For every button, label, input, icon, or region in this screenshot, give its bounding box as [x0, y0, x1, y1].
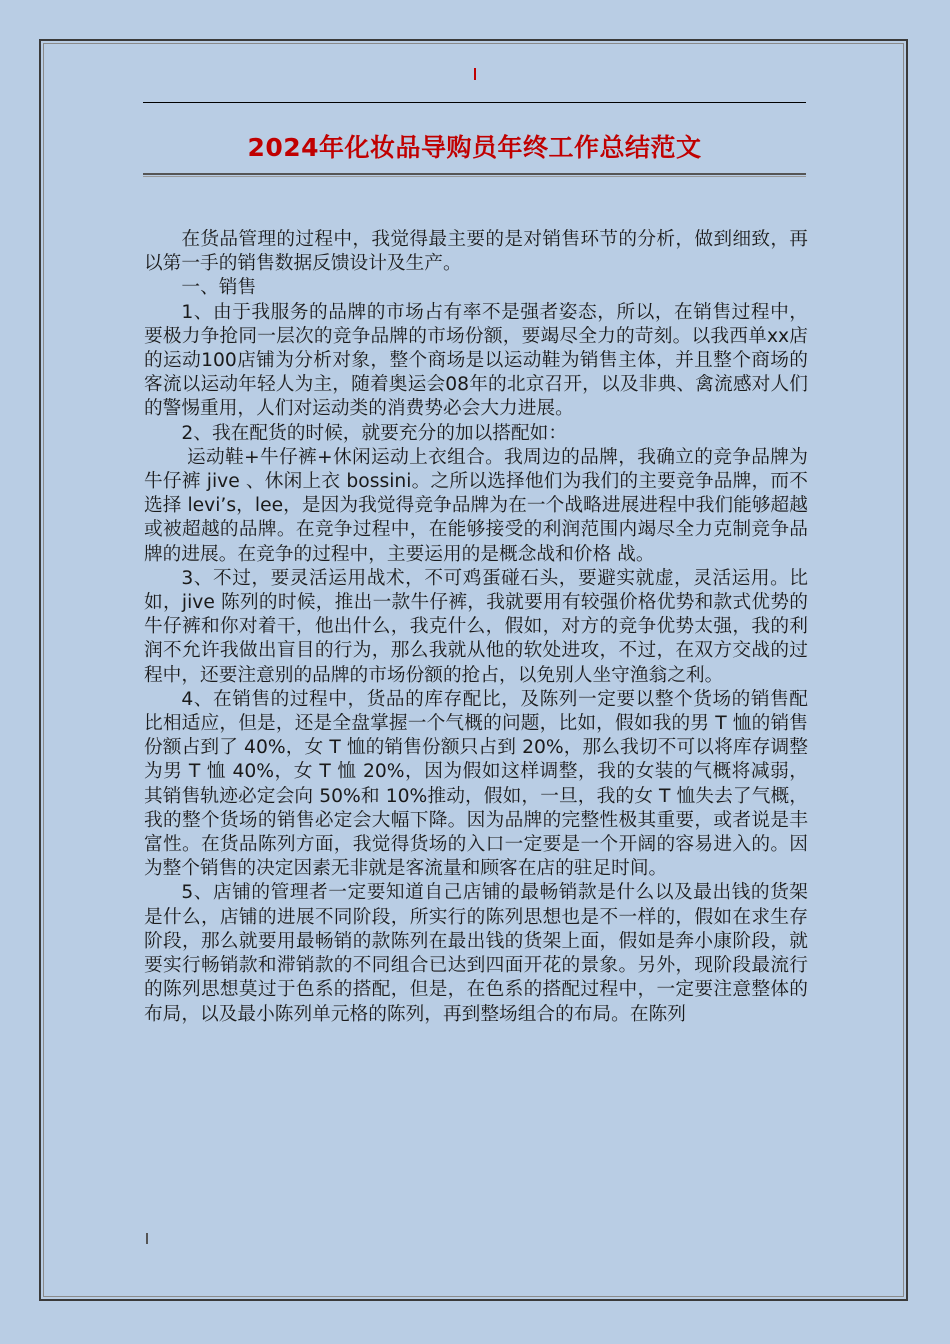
paragraph: 4、在销售的过程中，货品的库存配比，及陈列一定要以整个货场的销售配比相适应，但是，还是全盘掌握一个气概的问题，比如，假如我的男 T 恤的销售份额占到了 40%，女 T 恤的销售份额只占到 20%，那么我切不可以将库存调整为男 T 恤 40%，女 T 恤 20%，因为假如这样调整，我的女装的气概将减弱，其销售轨迹必定会向 50%和 10%推动，假如，一旦，我的女 T 恤失去了气概，我的整个货场的销售必定会大幅下降。因为品牌的完整性极其重要，或者说是丰富性。在货品陈列方面，我觉得货场的入口一定要是一个开阔的容易进入的。因为整个销售的决定因素无非就是客流量和顾客在店的驻足时间。 [144, 688, 808, 880]
header-rule [143, 102, 806, 103]
section-heading-sales: 一、销售 [181, 277, 257, 299]
paragraph: 运动鞋+牛仔裤+休闲运动上衣组合。我周边的品牌，我确立的竞争品牌为牛仔裤 jive 、休闲上衣 bossini。之所以选择他们为我们的主要竞争品牌，而不选择 levi’s，lee，是因为我觉得竞争品牌为在一个战略进展进程中我们能够超越或被超越的品牌。在竞争过程中，在能够接受的利润范围内竭尽全力克制竞争品牌的进展。在竞争的过程中，主要运用的是概念战和价格 战。 [144, 446, 808, 565]
document-body [144, 228, 808, 1027]
paragraph: 在货品管理的过程中，我觉得最主要的是对销售环节的分析，做到细致，再以第一手的销售数据反馈设计及生产。 [144, 229, 808, 275]
header-marker [474, 68, 476, 80]
footer-marker [146, 1233, 148, 1244]
document-title: 2024年化妆品导购员年终工作总结范文 [247, 133, 702, 162]
paragraph: 3、不过，要灵活运用战术，不可鸡蛋碰石头，要避实就虚，灵活运用。比如，jive 陈列的时候，推出一款牛仔裤，我就要用有较强价格优势和款式优势的牛仔裤和你对着干，他出什么，我克什么，假如，对方的竞争优势太强，我的利润不允许我做出盲目的行为，那么我就从他的软处进攻，不过，在双方交战的过程中，还要注意别的品牌的市场份额的抢占，以免别人坐守渔翁之利。 [144, 567, 808, 686]
paragraph: 5、店铺的管理者一定要知道自己店铺的最畅销款是什么以及最出钱的货架是什么，店铺的进展不同阶段，所实行的陈列思想也是不一样的，假如在求生存阶段，那么就要用最畅销的款陈列在最出钱的货架上面，假如是奔小康阶段，就要实行畅销款和滞销款的不同组合已达到四面开花的景象。另外，现阶段最流行的陈列思想莫过于色系的搭配，但是，在色系的搭配过程中，一定要注意整体的布局，以及最小陈列单元格的陈列，再到整场组合的布局。在陈列 [144, 882, 808, 1025]
paragraph: 2、我在配货的时候，就要充分的加以搭配如： [181, 422, 568, 444]
paragraph: 1、由于我服务的品牌的市场占有率不是强者姿态，所以，在销售过程中，要极力争抢同一层次的竞争品牌的市场份额，要竭尽全力的苛刻。以我西单xx店的运动100店铺为分析对象，整个商场是以运动鞋为销售主体，并且整个商场的客流以运动年轻人为主，随着奥运会08年的北京召开，以及非典、禽流感对人们的警惕重用，人们对运动类的消费势必会大力进展。 [144, 301, 808, 420]
title-rule [143, 173, 806, 175]
